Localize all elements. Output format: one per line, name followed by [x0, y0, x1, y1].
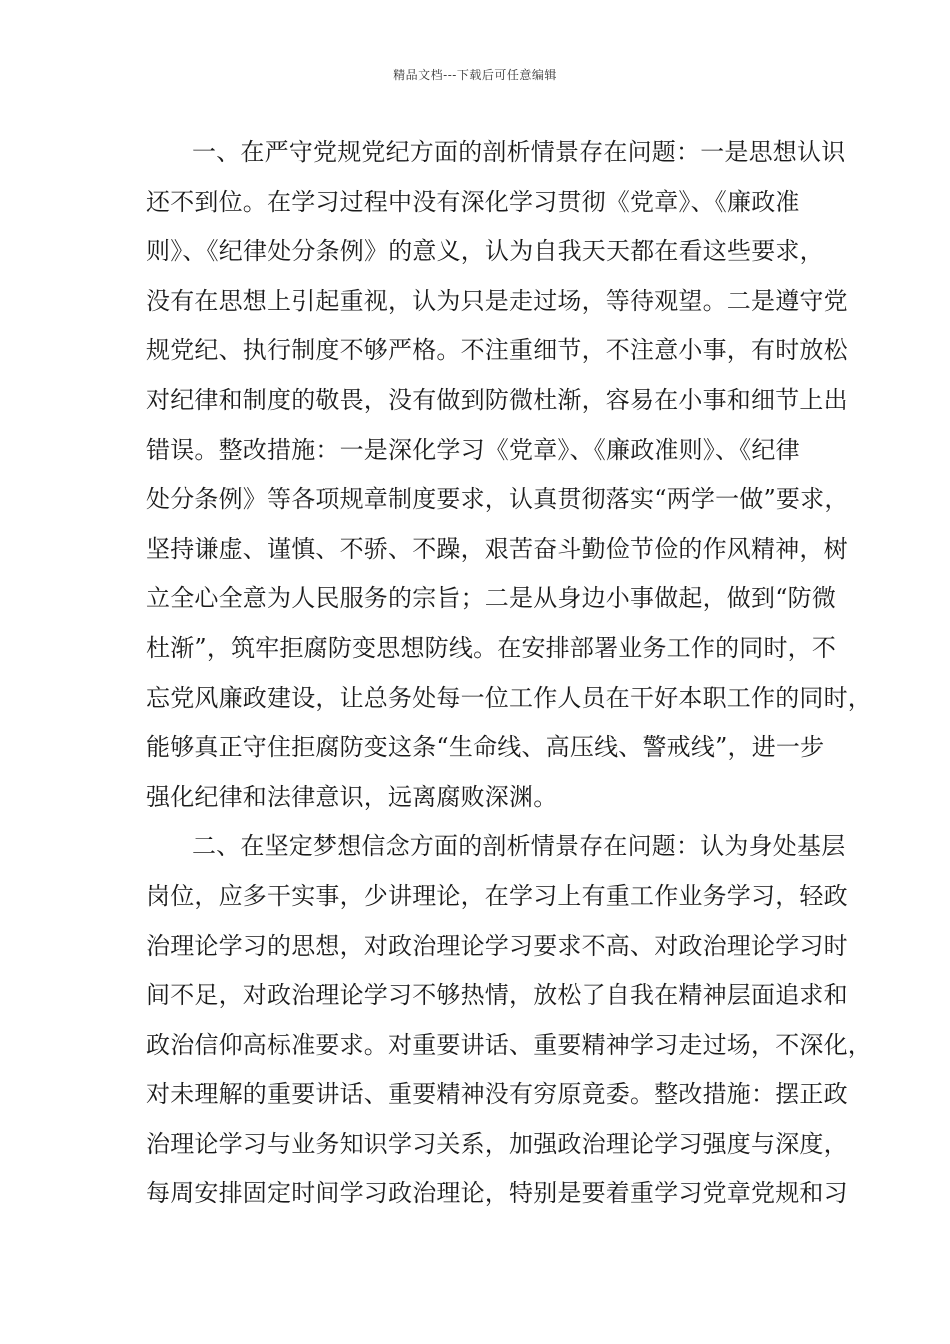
text-line: 治理论学习的思想，对政治理论学习要求不高、对政治理论学习时: [146, 931, 848, 960]
text-line: 政治信仰高标准要求。对重要讲话、重要精神学习走过场，不深化，: [146, 1030, 872, 1059]
text-line: 间不足，对政治理论学习不够热情，放松了自我在精神层面追求和: [146, 981, 848, 1010]
document-body: [146, 128, 872, 1219]
text-line: 忘党风廉政建设，让总务处每一位工作人员在干好本职工作的同时，: [146, 683, 872, 712]
paragraph-2: [146, 822, 872, 1219]
text-line: 错误。整改措施：一是深化学习《党章》、《廉政准则》、《纪律: [146, 435, 800, 464]
text-line: 对纪律和制度的敬畏，没有做到防微杜渐，容易在小事和细节上出: [146, 385, 848, 414]
text-line: 还不到位。在学习过程中没有深化学习贯彻《党章》、《廉政准: [146, 187, 800, 216]
text-line: 坚持谦虚、谨慎、不骄、不躁，艰苦奋斗勤俭节俭的作风精神，树: [146, 534, 848, 563]
text-line: 处分条例》等各项规章制度要求，认真贯彻落实“两学一做”要求，: [146, 485, 849, 514]
text-line: 则》、《纪律处分条例》的意义，认为自我天天都在看这些要求，: [146, 237, 824, 266]
text-line: 岗位，应多干实事，少讲理论，在学习上有重工作业务学习，轻政: [146, 881, 848, 910]
paragraph-1: [146, 128, 872, 822]
text-line: 治理论学习与业务知识学习关系，加强政治理论学习强度与深度，: [146, 1129, 848, 1158]
text-line: 每周安排固定时间学习政治理论，特别是要着重学习党章党规和习: [146, 1179, 848, 1208]
text-line: 强化纪律和法律意识，远离腐败深渊。: [146, 782, 558, 811]
text-line: 没有在思想上引起重视，认为只是走过场，等待观望。二是遵守党: [146, 286, 848, 315]
text-line: 立全心全意为人民服务的宗旨；二是从身边小事做起，做到“防微: [146, 584, 837, 613]
text-line: 二、在坚定梦想信念方面的剖析情景存在问题：认为身处基层: [192, 832, 846, 861]
text-line: 规党纪、执行制度不够严格。不注重细节，不注意小事，有时放松: [146, 336, 848, 365]
text-line: 一、在严守党规党纪方面的剖析情景存在问题：一是思想认识: [192, 138, 846, 166]
page-header: 精品文档---下载后可任意编辑: [393, 68, 557, 82]
text-line: 对未理解的重要讲话、重要精神没有穷原竟委。整改措施：摆正政: [146, 1080, 848, 1109]
text-line: 能够真正守住拒腐防变这条“生命线、高压线、警戒线”，进一步: [146, 733, 825, 762]
text-line: 杜渐”，筑牢拒腐防变思想防线。在安排部署业务工作的同时，不: [146, 633, 837, 662]
